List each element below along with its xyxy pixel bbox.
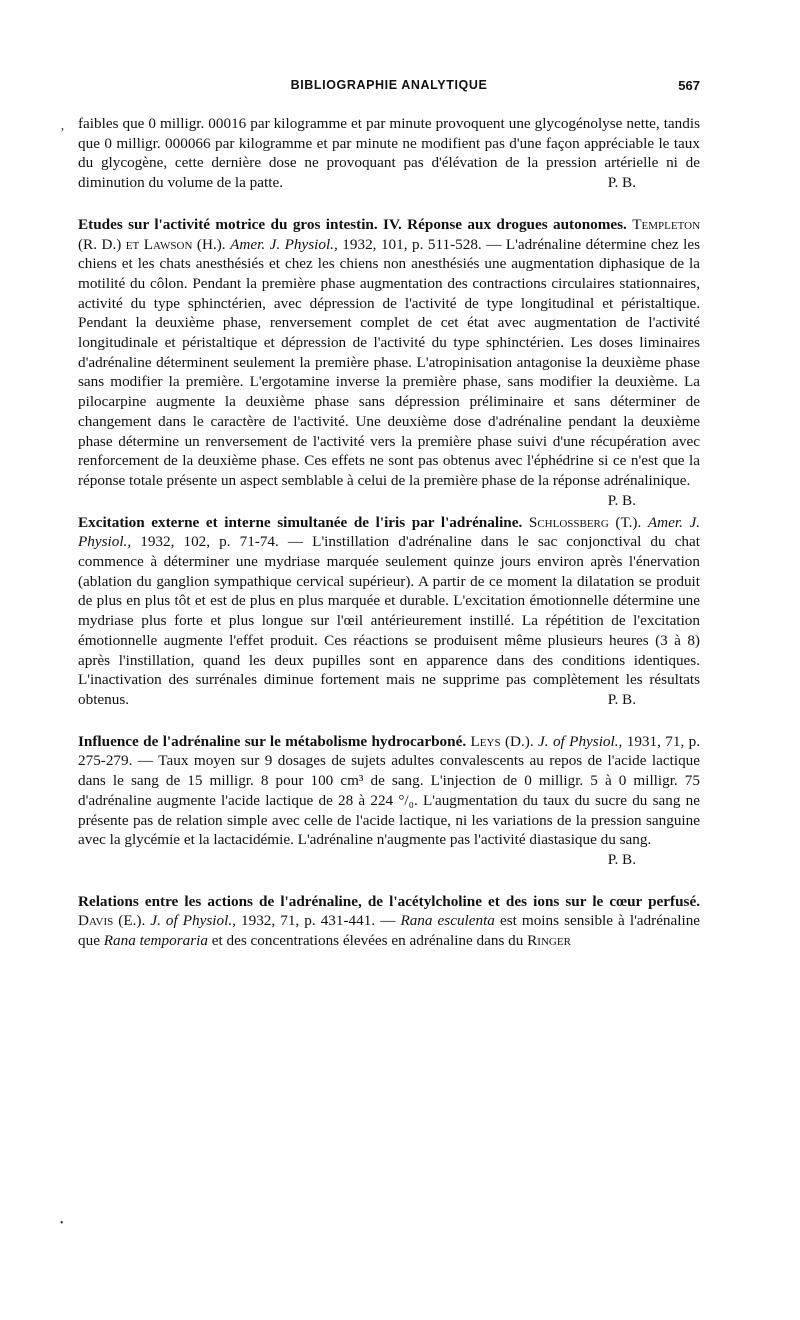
- entry-authors: Davis (E.).: [78, 912, 146, 930]
- entry-activite-motrice: [78, 215, 701, 509]
- entry-body: [78, 513, 700, 710]
- entry-text: —: [380, 912, 396, 930]
- page-number: 567: [678, 78, 700, 93]
- entry-journal: J. of Physiol.,: [150, 912, 236, 930]
- entry-text: — L'instillation d'adrénaline dans le sac conjonctival du chat commence à déterminer une mydriase marquée seulement quinze jours environ après l'énervation (ablation du ganglion sympathique cervical supérieur). A partir de ce moment la dilatation se produit de plus en plus tôt et est de plus en plus marquée et durable. L'excitation émotionnelle détermine une mydriase plus forte et plus longue sur l'œil antérieurement instillé. La répétition de l'excitation émotionnelle augmente l'effet produit. Ces réactions se produisent même plusieurs heures (3 à 8) après l'instillation, quand les deux pupilles sont en apparence dans des conditions identiques. L'inactivation des surrénales diminue fortement mais ne supprime pas complètement les résultats obtenus.: [78, 533, 700, 708]
- entry-relations-coeur: [78, 892, 700, 951]
- entry-authors: Templeton (R. D.) et Lawson (H.).: [78, 215, 701, 253]
- entry-text: est moins sensible à l'adrénaline que: [78, 912, 701, 950]
- entry-body: [78, 732, 700, 850]
- document-page: [78, 78, 700, 973]
- species-name: Rana temporaria: [103, 932, 208, 950]
- entry-citation: 1931, 71, p. 275-279.: [78, 732, 701, 770]
- entry-body: [78, 215, 701, 509]
- entry-body: [78, 892, 700, 951]
- species-name: Rana esculenta: [400, 912, 495, 930]
- entry-body: [78, 114, 700, 193]
- entry-text: faibles que 0 milligr. 00016 par kilogramme et par minute provoquent une glycogénolyse nette, tandis que 0 milligr. 000066 par kilogramme et par minute ne modifient pas d'une façon appréciable le taux du glycogène, cette dernière dose ne provoquant pas d'élévation de la pression artérielle ni de diminution du volume de la patte.: [78, 115, 700, 192]
- entry-citation: 1932, 102, p. 71-74.: [140, 533, 279, 551]
- entry-signature: P. B.: [607, 850, 636, 868]
- entry-authors: Schlossberg (T.).: [528, 513, 642, 531]
- entry-title: Influence de l'adrénaline sur le métabolisme hydrocarboné.: [78, 732, 467, 750]
- margin-mark: ʼ: [60, 126, 65, 141]
- margin-mark: •: [60, 1218, 64, 1229]
- entry-text: et des concentrations élevées en adrénaline dans du: [211, 932, 524, 950]
- entry-citation: 1932, 71, p. 431-441.: [241, 912, 376, 930]
- entry-signature: P. B.: [607, 174, 636, 192]
- entry-title: Excitation externe et interne simultanée de l'iris par l'adrénaline.: [78, 513, 523, 531]
- entry-signature: P. B.: [607, 690, 636, 708]
- page-header: [78, 78, 700, 102]
- entry-title: Relations entre les actions de l'adrénaline, de l'acétylcholine et des ions sur le cœur perfusé.: [78, 892, 700, 910]
- running-head: BIBLIOGRAPHIE ANALYTIQUE: [290, 78, 488, 92]
- entry-text: — Taux moyen sur 9 dosages de sujets adultes convalescents au repos de l'acide lactique dans le sang de 15 milligr. 8 pour 100 cm³ de sang. L'injection de 0 milligr. 5 à 0 milligr. 75 d'adrénaline augmente l'acide lactique de 28 à 224 °/₀. L'augmentation du taux du sucre du sang ne présente pas de relation simple avec celle de l'acide lactique, ni les variations de la pression sanguine avec la glycémie et la lactacidémie. L'adrénaline n'augmente pas l'activité diastasique du sang.: [78, 752, 700, 849]
- entry-title: Etudes sur l'activité motrice du gros intestin. IV. Réponse aux drogues autonomes.: [78, 215, 627, 233]
- entry-continuation: [78, 114, 700, 193]
- entry-journal: J. of Physiol.,: [538, 732, 623, 750]
- entry-text: — L'adrénaline détermine chez les chiens et les chats anesthésiés et chez les chiens non anesthésiés une augmentation diphasique de la motilité du côlon. Pendant la première phase augmentation des contractions circulaires stationnaires, activité du type sphinctérien, avec dépression de l'activité de type longitudinal et péristaltique. Pendant la deuxième phase, renversement complet de cet état avec augmentation de l'activité longitudinale et péristaltique et dépression de l'activité du type sphinctérien. Les doses liminaires d'adrénaline déterminent seulement la première phase. L'atropinisation antagonise la deuxième phase sans modifier la première. L'ergotamine inverse la première phase, sans modifier la deuxième. La pilocarpine augmente la deuxième phase sans dépression préliminaire et sans déterminer de changement dans le caractère de l'activité. Une deuxième dose d'adrénaline pendant la deuxième phase détermine un renversement de l'activité vers la première phase suivi d'une récupération avec renforcement de la deuxième phase. Ces effets ne sont pas obtenus avec l'éphédrine si ce n'est que la réponse totale présente un aspect semblable à celui de la première phase de la réponse adrénalinique.: [78, 235, 701, 489]
- entry-authors: Leys (D.).: [470, 732, 534, 750]
- entry-journal: Amer. J. Physiol.,: [78, 513, 701, 551]
- entry-journal: Amer. J. Physiol.,: [230, 235, 338, 253]
- entry-signature: P. B.: [607, 491, 636, 509]
- entry-citation: 1932, 101, p. 511-528.: [342, 235, 482, 253]
- entry-metabolisme: [78, 732, 700, 870]
- entry-excitation-iris: [78, 513, 700, 710]
- entry-text: Ringer: [527, 932, 571, 950]
